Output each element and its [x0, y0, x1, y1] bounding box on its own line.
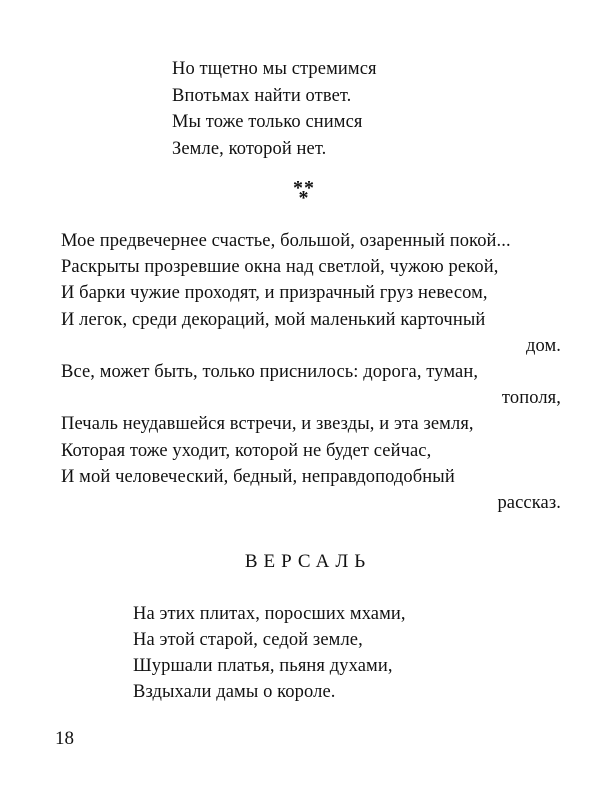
page-number: 18	[55, 728, 74, 749]
asterisk: *	[304, 177, 314, 199]
verse-line: Раскрыты прозревшие окна над светлой, чужою рекой,	[61, 257, 499, 278]
poem-title: ВЕРСАЛЬ	[244, 551, 372, 572]
poem-stanza-2	[61, 228, 561, 516]
verse-line: И барки чужие проходят, и призрачный груз невесом,	[61, 283, 488, 304]
verse-line-continuation: рассказ.	[497, 493, 561, 514]
verse-line: Мы тоже только снимся	[172, 112, 363, 132]
verse-line: Печаль неудавшейся встречи, и звезды, и эта земля,	[61, 414, 474, 435]
verse-line: На этих плитах, поросших мхами,	[133, 604, 406, 624]
verse-line: На этой старой, седой земле,	[133, 630, 363, 650]
verse-line: И легок, среди декораций, мой маленький карточный	[61, 309, 486, 330]
asterisk: *	[298, 187, 309, 209]
poem-stanza-3	[133, 601, 406, 705]
verse-line: Все, может быть, только приснилось: дорога, туман,	[61, 362, 479, 383]
verse-line-continuation: тополя,	[501, 388, 561, 409]
verse-line: И мой человеческий, бедный, неправдоподобный	[61, 466, 455, 487]
asterisk: *	[293, 177, 303, 199]
verse-line: Земле, которой нет.	[172, 138, 327, 159]
poem-stanza-1	[172, 56, 377, 162]
verse-line: Мое предвечернее счастье, большой, озаренный покой...	[61, 231, 511, 251]
verse-line: Шуршали платья, пьяня духами,	[133, 656, 393, 676]
verse-line: Впотьмах найти ответ.	[172, 85, 352, 106]
verse-line: Но тщетно мы стремимся	[172, 59, 377, 79]
verse-line: Которая тоже уходит, которой не будет сейчас,	[61, 440, 432, 461]
verse-line-continuation: дом.	[525, 335, 561, 356]
asterism-separator	[280, 176, 340, 210]
verse-line: Вздыхали дамы о короле.	[133, 682, 336, 702]
